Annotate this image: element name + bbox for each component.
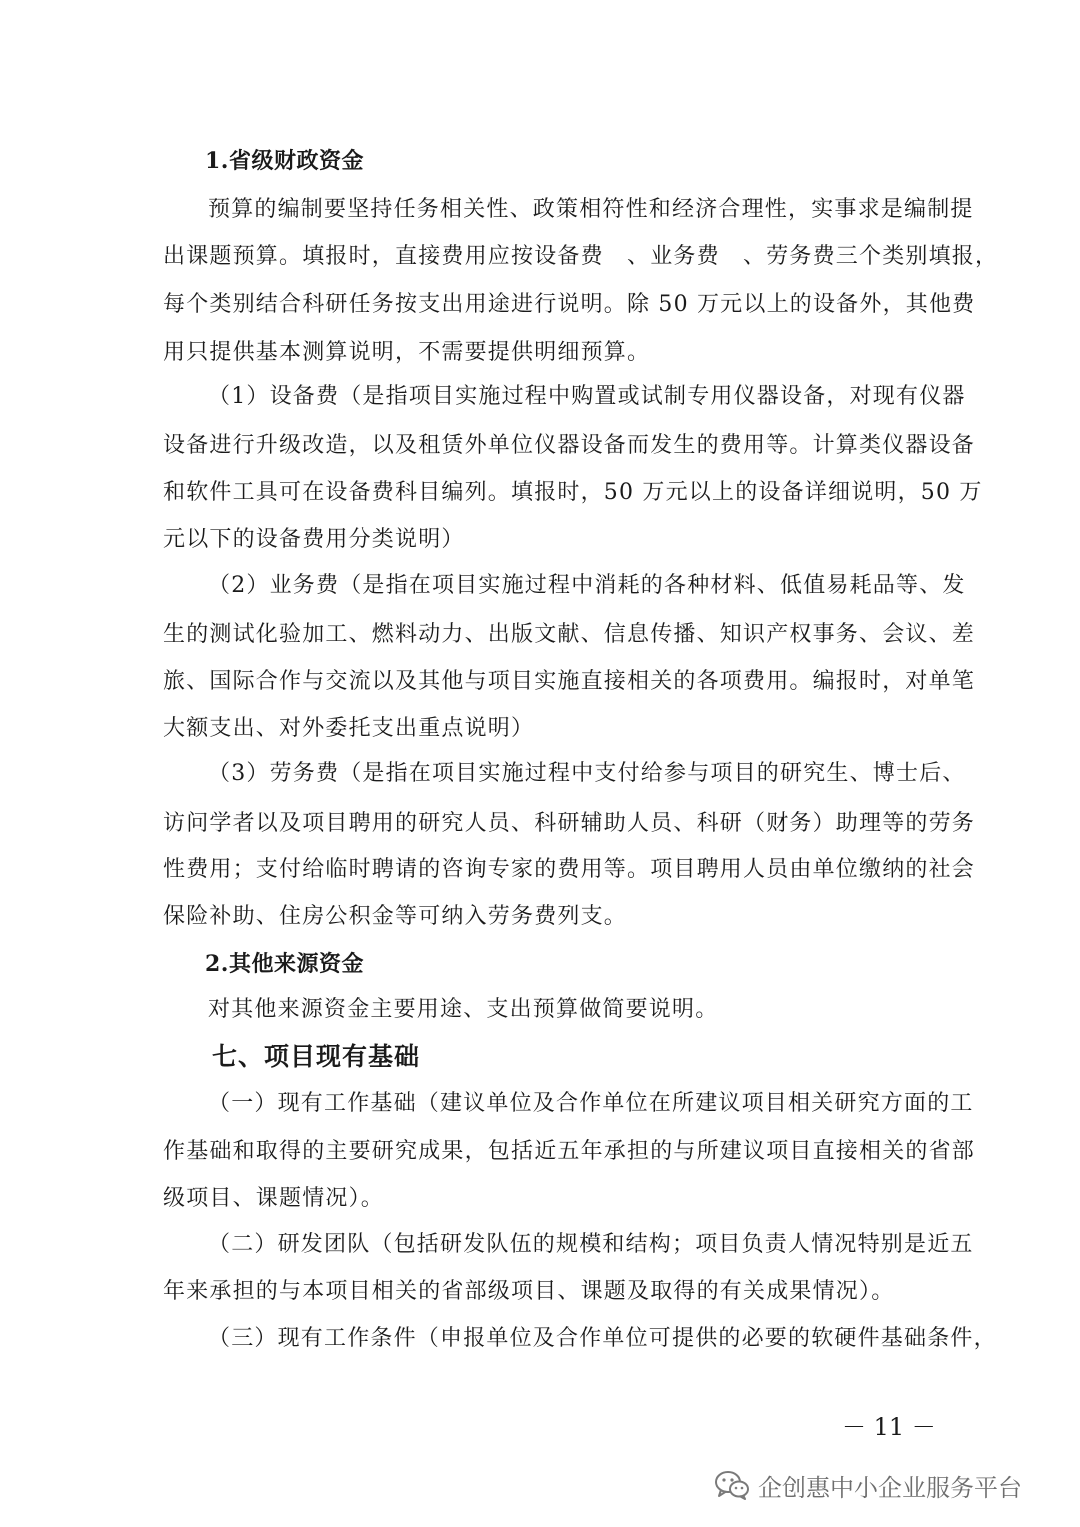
paragraph-line: 作基础和取得的主要研究成果，包括近五年承担的与所建议项目直接相关的省部 xyxy=(163,1139,976,1164)
watermark-text: 企创惠中小企业服务平台 xyxy=(758,1473,1022,1502)
paragraph-line: 年来承担的与本项目相关的省部级项目、课题及取得的有关成果情况）。 xyxy=(163,1279,895,1304)
paragraph-line: 大额支出、对外委托支出重点说明） xyxy=(163,716,535,741)
paragraph-line: 级项目、课题情况）。 xyxy=(163,1186,385,1211)
paragraph-line: （二）研发团队（包括研发队伍的规模和结构；项目负责人情况特别是近五 xyxy=(208,1232,974,1257)
paragraph-line: 设备进行升级改造，以及租赁外单位仪器设备而发生的费用等。计算类仪器设备 xyxy=(163,433,976,458)
paragraph-line: 对其他来源资金主要用途、支出预算做简要说明。 xyxy=(208,997,719,1022)
paragraph-line: （三）现有工作条件（申报单位及合作单位可提供的必要的软硬件基础条件， xyxy=(208,1326,997,1351)
paragraph-line: 旅、国际合作与交流以及其他与项目实施直接相关的各项费用。编报时，对单笔 xyxy=(163,669,976,694)
heading-other-funds: 2.其他来源资金 xyxy=(205,951,364,977)
paragraph-line: 性费用；支付给临时聘请的咨询专家的费用等。项目聘用人员由单位缴纳的社会 xyxy=(163,857,976,882)
paragraph-line: 生的测试化验加工、燃料动力、出版文献、信息传播、知识产权事务、会议、差 xyxy=(163,622,976,647)
paragraph-line: 出课题预算。填报时，直接费用应按设备费 、业务费 、劳务费三个类别填报， xyxy=(163,244,999,269)
section-heading-project-foundation: 七、项目现有基础 xyxy=(212,1042,421,1071)
paragraph-line: （1）设备费（是指项目实施过程中购置或试制专用仪器设备，对现有仪器 xyxy=(208,384,966,409)
paragraph-line: 预算的编制要坚持任务相关性、政策相符性和经济合理性，实事求是编制提 xyxy=(208,197,974,222)
wechat-icon xyxy=(714,1470,750,1500)
paragraph-line: 用只提供基本测算说明，不需要提供明细预算。 xyxy=(163,340,651,365)
paragraph-line: 和软件工具可在设备费科目编列。填报时，50 万元以上的设备详细说明，50 万 xyxy=(163,480,983,505)
paragraph-line: （一）现有工作基础（建议单位及合作单位在所建议项目相关研究方面的工 xyxy=(208,1091,974,1116)
page-number: － 11 － xyxy=(842,1413,936,1441)
watermark xyxy=(714,1465,1022,1505)
paragraph-line: 访问学者以及项目聘用的研究人员、科研辅助人员、科研（财务）助理等的劳务 xyxy=(163,811,976,836)
paragraph-line: 保险补助、住房公积金等可纳入劳务费列支。 xyxy=(163,904,628,929)
paragraph-line: （2）业务费（是指在项目实施过程中消耗的各种材料、低值易耗品等、发 xyxy=(208,573,966,598)
heading-provincial-funds: 1.省级财政资金 xyxy=(205,148,364,174)
paragraph-line: （3）劳务费（是指在项目实施过程中支付给参与项目的研究生、博士后、 xyxy=(208,761,966,786)
paragraph-line: 每个类别结合科研任务按支出用途进行说明。除 50 万元以上的设备外，其他费 xyxy=(163,292,976,317)
paragraph-line: 元以下的设备费用分类说明） xyxy=(163,527,465,552)
